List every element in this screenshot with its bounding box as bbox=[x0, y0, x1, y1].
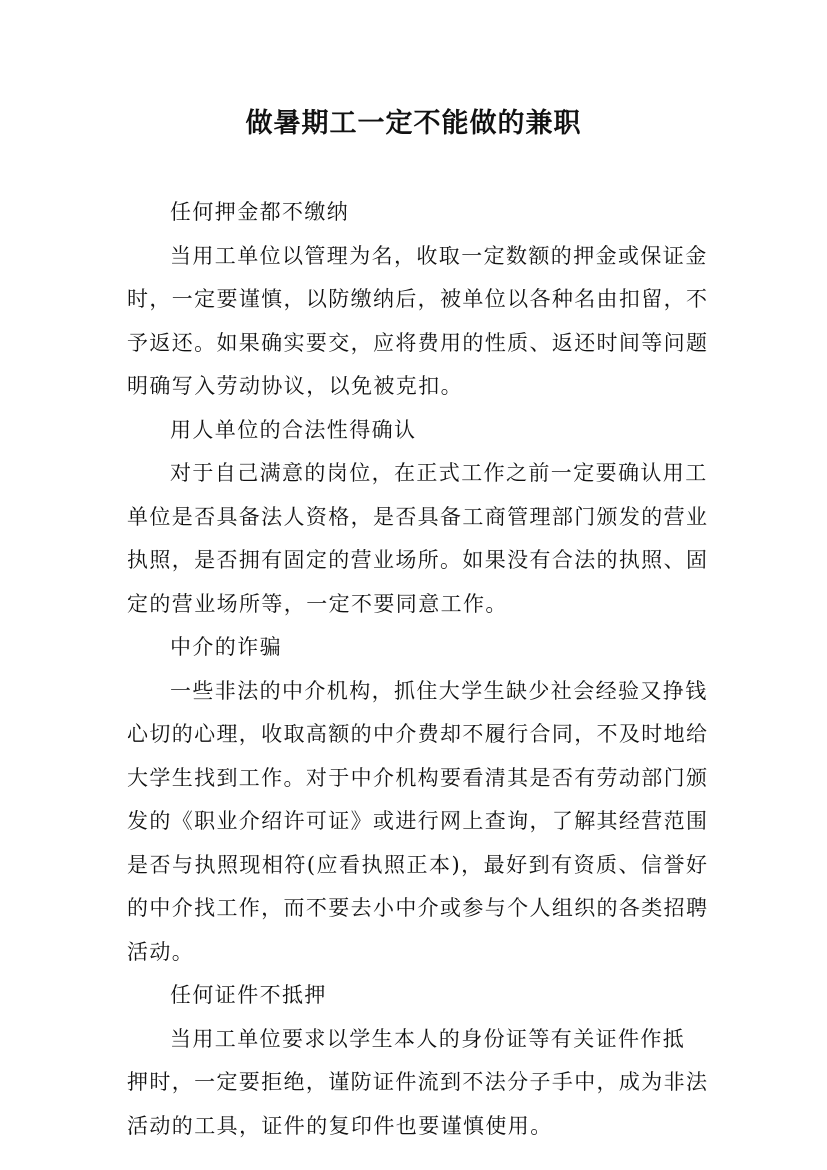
paragraph-line: 执照，是否拥有固定的营业场所。如果没有合法的执照、固 bbox=[127, 548, 707, 572]
paragraph-line: 一些非法的中介机构，抓住大学生缺少社会经验又挣钱 bbox=[170, 678, 708, 703]
paragraph-line: 当用工单位以管理为名，收取一定数额的押金或保证金 bbox=[170, 243, 708, 268]
paragraph-line: 定的营业场所等，一定不要同意工作。 bbox=[127, 591, 508, 616]
paragraph-line: 的中介找工作，而不要去小中介或参与个人组织的各类招聘 bbox=[127, 896, 707, 920]
section-heading: 任何证件不抵押 bbox=[170, 983, 327, 1007]
section-heading: 中介的诈骗 bbox=[170, 635, 282, 659]
section-heading: 任何押金都不缴纳 bbox=[170, 200, 350, 224]
paragraph-line: 当用工单位要求以学生本人的身份证等有关证件作抵 bbox=[170, 1026, 686, 1051]
paragraph-line: 是否与执照现相符(应看执照正本)，最好到有资质、信誉好 bbox=[127, 852, 707, 877]
paragraph-line: 单位是否具备法人资格，是否具备工商管理部门颁发的营业 bbox=[127, 504, 707, 529]
paragraph-line: 发的《职业介绍许可证》或进行网上查询，了解其经营范围 bbox=[127, 809, 707, 833]
paragraph-line: 心切的心理，收取高额的中介费却不履行合同，不及时地给 bbox=[127, 722, 707, 746]
paragraph-line: 大学生找到工作。对于中介机构要看清其是否有劳动部门颁 bbox=[127, 765, 707, 790]
paragraph-line: 明确写入劳动协议，以免被克扣。 bbox=[127, 374, 463, 398]
paragraph-line: 活动的工具，证件的复印件也要谨慎使用。 bbox=[127, 1113, 553, 1138]
document-body bbox=[127, 197, 707, 1154]
section-heading: 用人单位的合法性得确认 bbox=[170, 417, 417, 442]
paragraph-line: 押时，一定要拒绝，谨防证件流到不法分子手中，成为非法 bbox=[127, 1070, 707, 1094]
paragraph-line: 活动。 bbox=[127, 939, 195, 964]
paragraph-line: 时，一定要谨慎，以防缴纳后，被单位以各种名由扣留，不 bbox=[127, 287, 707, 311]
paragraph-line: 予返还。如果确实要交，应将费用的性质、返还时间等问题 bbox=[127, 330, 707, 355]
document-title: 做暑期工一定不能做的兼职 bbox=[245, 108, 582, 139]
paragraph-line: 对于自己满意的岗位，在正式工作之前一定要确认用工 bbox=[170, 461, 708, 485]
